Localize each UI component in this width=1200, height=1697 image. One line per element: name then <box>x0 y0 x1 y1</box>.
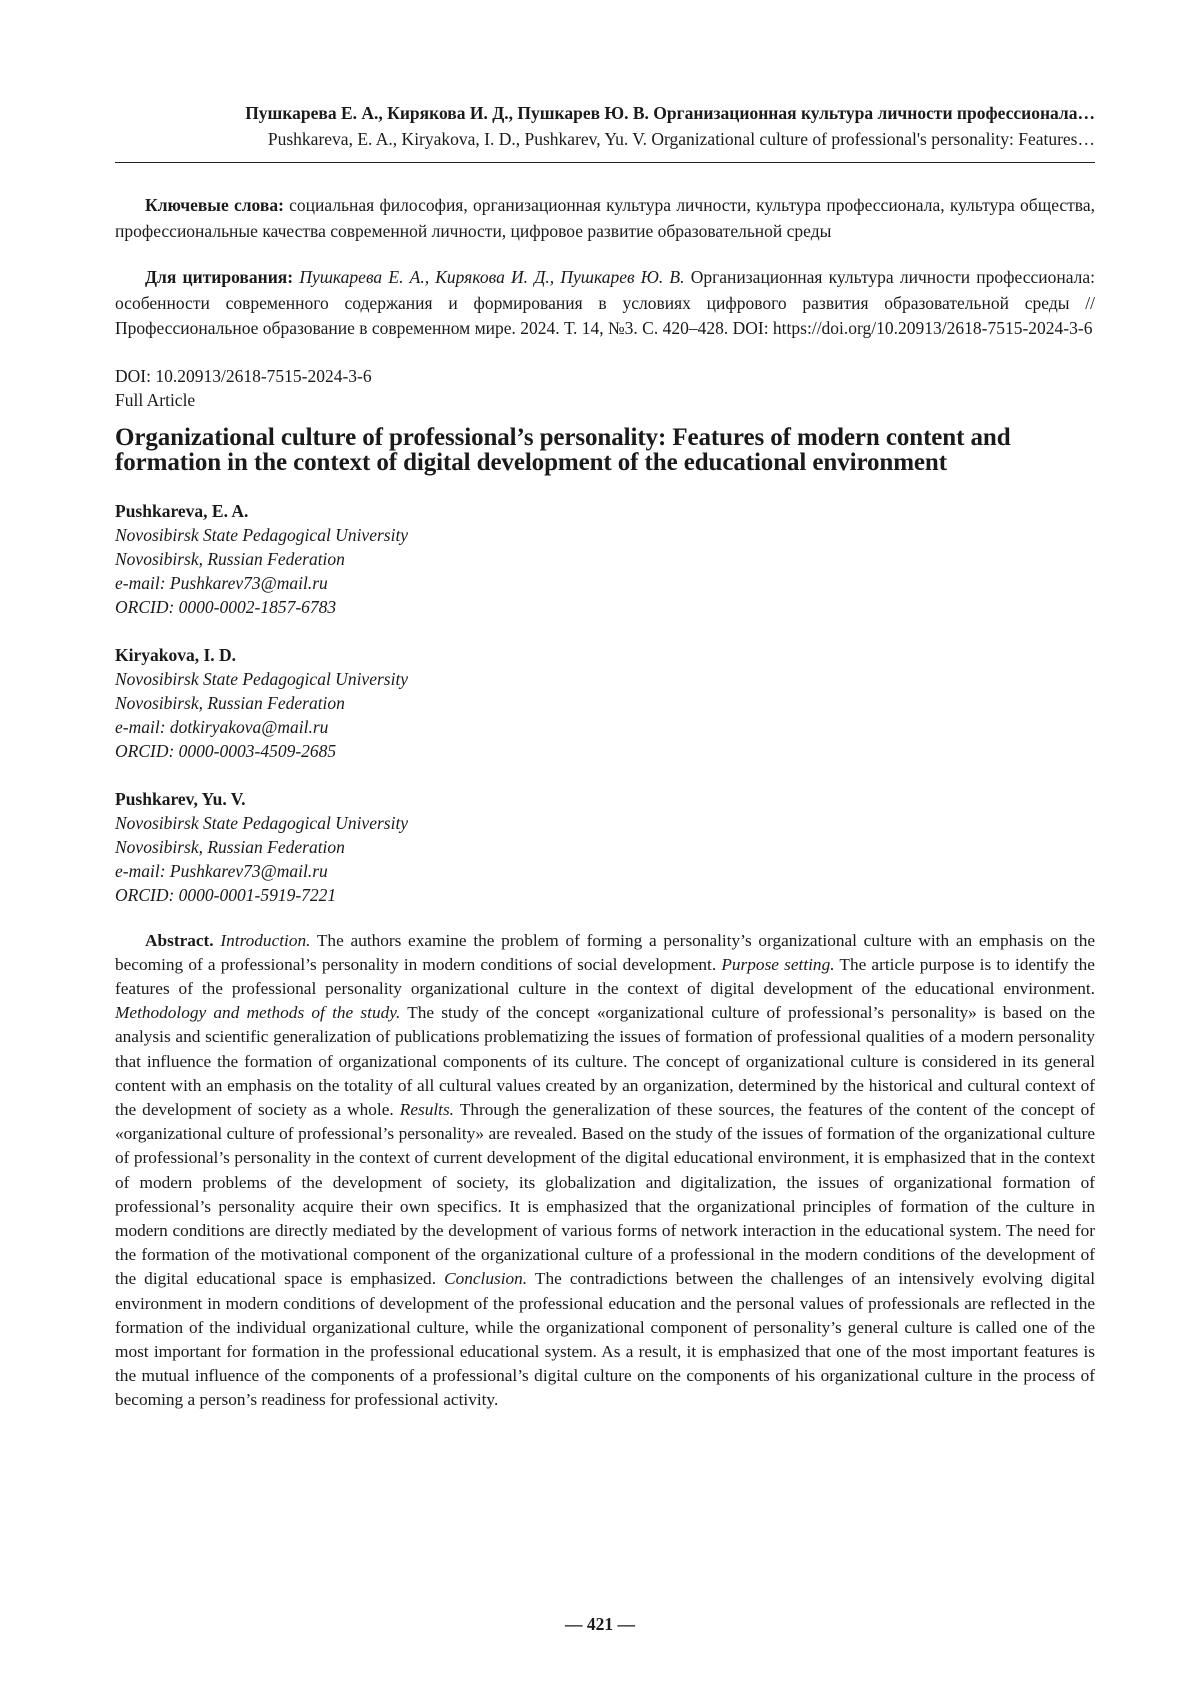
abstract-intro-label: Introduction. <box>220 931 310 950</box>
article-meta <box>115 364 1095 412</box>
author-orcid: ORCID: 0000-0003-4509-2685 <box>115 739 1095 763</box>
author-location: Novosibirsk, Russian Federation <box>115 835 1095 859</box>
doi-line: DOI: 10.20913/2618-7515-2024-3-6 <box>115 364 1095 388</box>
citation-text: Организационная культура личности профессионала: особенности современного содержания и формирования в условиях цифрового развития образовательной среды // Профессиональное образование в современном мире. 2024. Т. 14, №3. С. 420–428. DOI: https://doi.org/10.20913/2618-7515-2024-3-6 <box>115 267 1095 338</box>
author-block <box>115 499 1095 619</box>
citation-paragraph <box>115 265 1095 342</box>
author-orcid: ORCID: 0000-0001-5919-7221 <box>115 883 1095 907</box>
abstract-conclusion-text: The contradictions between the challenges of an intensively evolving digital environment in modern conditions of development of the professional education and the personal values of professionals are reflected in the formation of the individual organizational culture, while the organizational component of personality’s general culture is called one of the most important for formation in the professional educational system. As a result, it is emphasized that one of the most important features is the mutual influence of the components of a professional’s digital culture on the components of his organizational culture in the process of becoming a person’s readiness for professional activity. <box>115 1269 1095 1409</box>
abstract-results-text: Through the generalization of these sources, the features of the content of the concept of «organizational culture of professional’s personality» are revealed. Based on the study of the issues of formation of the organizational culture of professional’s personality in the context of current development of the digital educational environment, it is emphasized that in the context of modern problems of the development of society, its globalization and digitalization, the issues of organizational formation of professional’s personality acquire their own specifics. It is emphasized that the organizational principles of formation of the culture in modern conditions are directly mediated by the development of various forms of network interaction in the educational system. The need for the formation of the motivational component of the organizational culture of a professional in the modern conditions of the development of the digital educational space is emphasized. <box>115 1100 1095 1288</box>
author-email: e-mail: dotkiryakova@mail.ru <box>115 715 1095 739</box>
author-name: Pushkareva, E. A. <box>115 499 1095 523</box>
author-location: Novosibirsk, Russian Federation <box>115 547 1095 571</box>
abstract-intro-text: The authors examine the problem of forming a personality’s organizational culture with an emphasis on the becoming of a professional’s personality in modern conditions of social development. <box>115 931 1095 974</box>
citation-authors: Пушкарева Е. А., Кирякова И. Д., Пушкарев Ю. В. <box>299 267 684 287</box>
abstract-results-label: Results. <box>400 1100 454 1119</box>
author-affiliation: Novosibirsk State Pedagogical University <box>115 667 1095 691</box>
article-type: Full Article <box>115 388 1095 412</box>
author-email: e-mail: Pushkarev73@mail.ru <box>115 571 1095 595</box>
abstract-methods-text: The study of the concept «organizational culture of professional’s personality» is based on the analysis and scientific generalization of publications problematizing the issues of formation of professional qualities of a modern personality that influence the formation of organizational components of its culture. The concept of organizational culture is considered in its general content with an emphasis on the totality of all cultural values created by an organization, determined by the historical and cultural context of the development of society as a whole. <box>115 1003 1095 1119</box>
author-orcid: ORCID: 0000-0002-1857-6783 <box>115 595 1095 619</box>
abstract-methods-label: Methodology and methods of the study. <box>115 1003 400 1022</box>
running-head <box>115 100 1095 152</box>
author-block <box>115 787 1095 907</box>
author-affiliation: Novosibirsk State Pedagogical University <box>115 811 1095 835</box>
author-affiliation: Novosibirsk State Pedagogical University <box>115 523 1095 547</box>
keywords-text: социальная философия, организационная культура личности, культура профессионала, культура общества, профессиональные качества современной личности, цифровое развитие образовательной среды <box>115 195 1095 241</box>
page-number: — 421 — <box>0 1614 1200 1635</box>
running-head-ru: Пушкарева Е. А., Кирякова И. Д., Пушкарев Ю. В. Организационная культура личности профессионала… <box>115 100 1095 126</box>
author-name: Kiryakova, I. D. <box>115 643 1095 667</box>
author-location: Novosibirsk, Russian Federation <box>115 691 1095 715</box>
author-email: e-mail: Pushkarev73@mail.ru <box>115 859 1095 883</box>
author-block <box>115 643 1095 763</box>
article-title: Organizational culture of professional’s personality: Features of modern content and formation in the context of digital development of the educational environment <box>115 425 1095 475</box>
abstract-conclusion-label: Conclusion. <box>444 1269 527 1288</box>
citation-label: Для цитирования: <box>145 267 293 287</box>
abstract-purpose-label: Purpose setting. <box>721 955 834 974</box>
abstract-purpose-text: The article purpose is to identify the features of the professional personality organizational culture in the context of digital development of the educational environment. <box>115 955 1095 998</box>
author-name: Pushkarev, Yu. V. <box>115 787 1095 811</box>
running-head-en: Pushkareva, E. A., Kiryakova, I. D., Pushkarev, Yu. V. Organizational culture of professional's personality: Features… <box>115 126 1095 152</box>
abstract-label: Abstract. <box>145 931 214 950</box>
header-divider <box>115 162 1095 163</box>
abstract-paragraph <box>115 929 1095 1413</box>
page-content <box>115 100 1095 1430</box>
keywords-label: Ключевые слова: <box>145 195 284 215</box>
keywords-paragraph <box>115 193 1095 244</box>
